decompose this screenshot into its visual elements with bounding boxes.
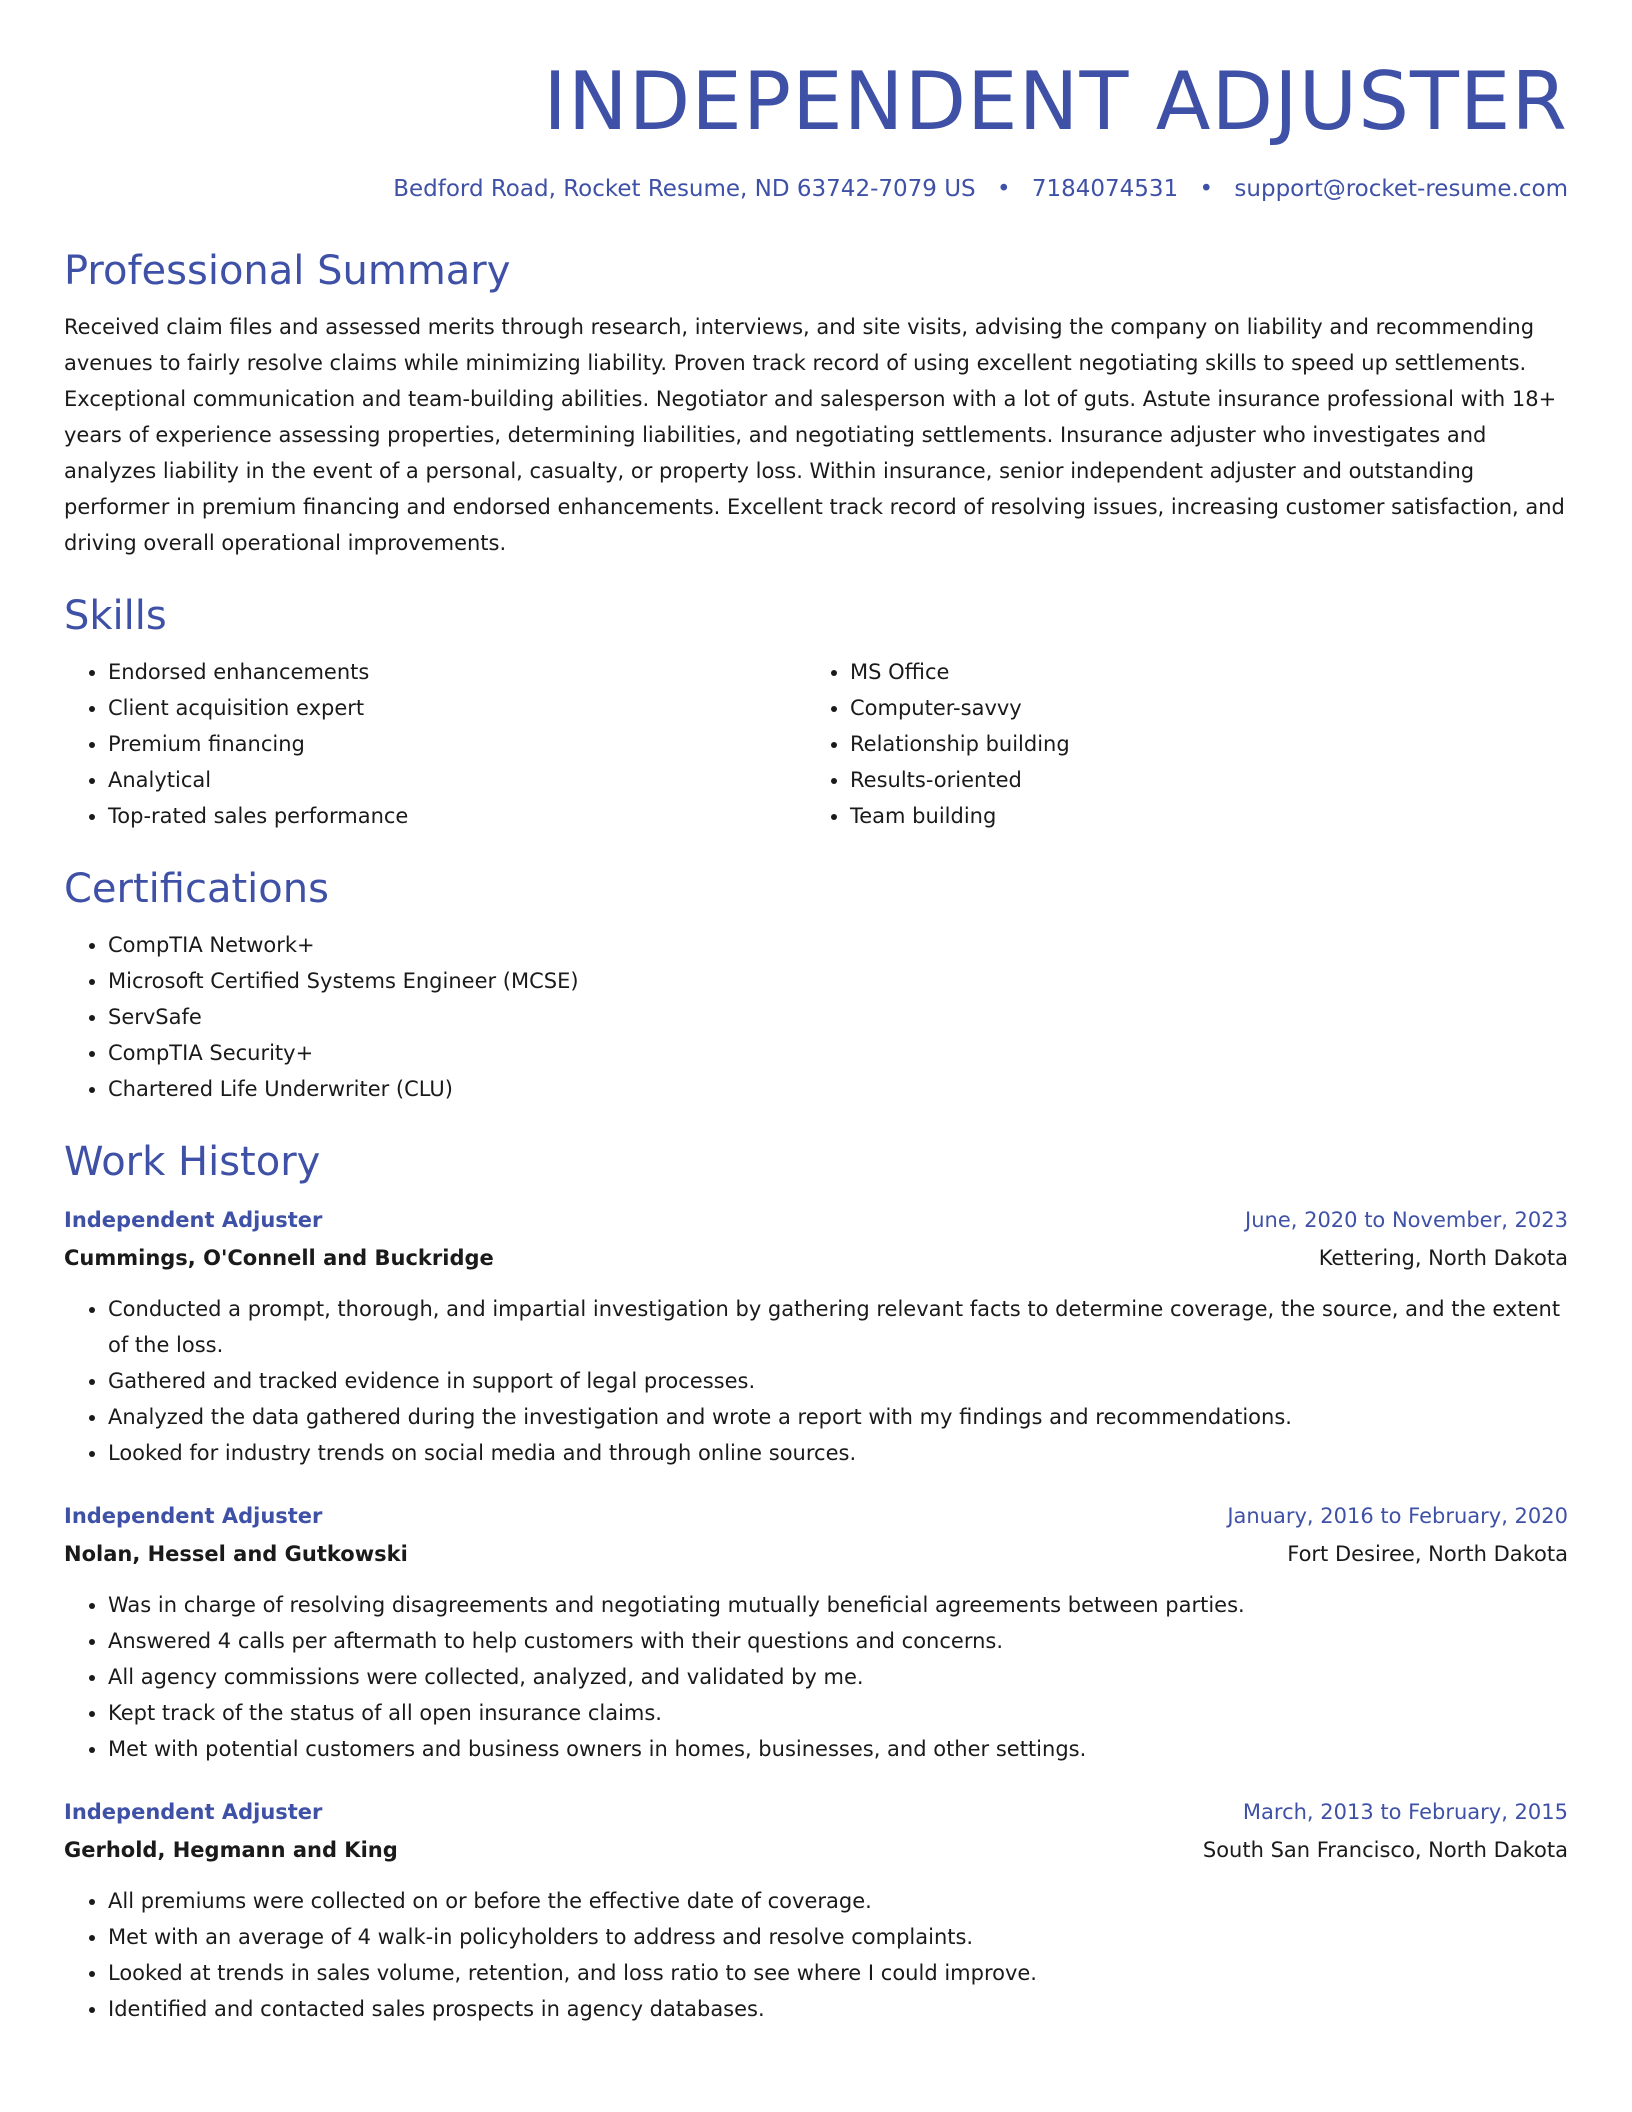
skills-heading: Skills: [64, 593, 167, 639]
summary-heading: Professional Summary: [64, 248, 511, 294]
skill-item: • Results-oriented: [850, 762, 1548, 798]
job-company-row: [64, 1535, 1568, 1573]
contact-line: [64, 174, 1568, 204]
job-bullet: • All premiums were collected on or before the effective date of coverage.: [108, 1883, 1568, 1919]
resume-page: [64, 0, 1568, 2027]
contact-email: support@rocket-resume.com: [1234, 176, 1568, 202]
job-company-row: [64, 1831, 1568, 1869]
job-bullet: • Gathered and tracked evidence in support of legal processes.: [108, 1363, 1568, 1399]
summary-text: Received claim files and assessed merits through research, interviews, and site visits, advising the company on liability and recommending avenues to fairly resolve claims while minimizing liability. Proven track record of using excellent negotiating skills to speed up settlements. Exceptional communication and team-building abilities. Negotiator and salesperson with a lot of guts. Astute insurance professional with 18+ years of experience assessing properties, determining liabilities, and negotiating settlements. Insurance adjuster who investigates and analyzes liability in the event of a personal, casualty, or property loss. Within insurance, senior independent adjuster and outstanding performer in premium financing and endorsed enhancements. Excellent track record of resolving issues, increasing customer satisfaction, and driving overall operational improvements.: [64, 315, 1565, 555]
skill-item: • Client acquisition expert: [108, 690, 806, 726]
certification-item: • CompTIA Security+: [108, 1035, 1568, 1071]
contact-separator: •: [1199, 176, 1214, 202]
certification-item: • ServSafe: [108, 999, 1568, 1035]
job-dates: January, 2016 to February, 2020: [1227, 1504, 1568, 1528]
skill-item: • Relationship building: [850, 726, 1548, 762]
job-dates: June, 2020 to November, 2023: [1245, 1208, 1568, 1232]
job-bullet: • Met with potential customers and business owners in homes, businesses, and other settings.: [108, 1731, 1568, 1767]
certifications-heading: Certifications: [64, 866, 329, 912]
skill-item: • Premium financing: [108, 726, 806, 762]
job-bullet: • Looked at trends in sales volume, retention, and loss ratio to see where I could improve.: [108, 1955, 1568, 1991]
job-bullet: • Identified and contacted sales prospects in agency databases.: [108, 1991, 1568, 2027]
job-bullet: • Was in charge of resolving disagreements and negotiating mutually beneficial agreements between parties.: [108, 1587, 1568, 1623]
certification-item: • Microsoft Certified Systems Engineer (MCSE): [108, 963, 1568, 999]
certifications-list: [64, 927, 1568, 1107]
job-company: Gerhold, Hegmann and King: [64, 1838, 398, 1862]
job-bullet: • Answered 4 calls per aftermath to help customers with their questions and concerns.: [108, 1623, 1568, 1659]
skills-left-list: [64, 654, 806, 834]
job-header-row: [64, 1497, 1568, 1535]
contact-address: Bedford Road, Rocket Resume, ND 63742-7079 US: [393, 176, 976, 202]
job-header-row: [64, 1793, 1568, 1831]
job-company: Cummings, O'Connell and Buckridge: [64, 1246, 494, 1270]
job-title: Independent Adjuster: [64, 1800, 323, 1824]
job-location: Kettering, North Dakota: [1318, 1246, 1568, 1270]
job-title: Independent Adjuster: [64, 1208, 323, 1232]
skill-item: • Computer-savvy: [850, 690, 1548, 726]
skills-right-list: [806, 654, 1548, 834]
job-location: South San Francisco, North Dakota: [1202, 1838, 1568, 1862]
job-entry: [64, 1497, 1568, 1767]
job-location: Fort Desiree, North Dakota: [1287, 1542, 1568, 1566]
job-title: Independent Adjuster: [64, 1504, 323, 1528]
job-bullets: [64, 1291, 1568, 1471]
certification-item: • CompTIA Network+: [108, 927, 1568, 963]
job-dates: March, 2013 to February, 2015: [1242, 1800, 1568, 1824]
job-bullet: • Kept track of the status of all open insurance claims.: [108, 1695, 1568, 1731]
job-company: Nolan, Hessel and Gutkowski: [64, 1542, 408, 1566]
skill-item: • Analytical: [108, 762, 806, 798]
certification-item: • Chartered Life Underwriter (CLU): [108, 1071, 1568, 1107]
job-header-row: [64, 1201, 1568, 1239]
job-entry: [64, 1201, 1568, 1471]
job-bullets: [64, 1883, 1568, 2027]
skill-item: • MS Office: [850, 654, 1548, 690]
skill-item: • Top-rated sales performance: [108, 798, 806, 834]
job-bullet: • Looked for industry trends on social media and through online sources.: [108, 1435, 1568, 1471]
job-bullet: • All agency commissions were collected, analyzed, and validated by me.: [108, 1659, 1568, 1695]
job-bullets: [64, 1587, 1568, 1767]
job-entry: [64, 1793, 1568, 2027]
job-bullet: • Analyzed the data gathered during the investigation and wrote a report with my findings and recommendations.: [108, 1399, 1568, 1435]
skills-grid: [64, 654, 1568, 834]
resume-name: INDEPENDENT ADJUSTER: [543, 55, 1568, 148]
work-history-heading: Work History: [64, 1139, 321, 1185]
skill-item: • Team building: [850, 798, 1548, 834]
skill-item: • Endorsed enhancements: [108, 654, 806, 690]
job-bullet: • Conducted a prompt, thorough, and impartial investigation by gathering relevant facts to determine coverage, the source, and the extent of the loss.: [108, 1291, 1568, 1363]
job-company-row: [64, 1239, 1568, 1277]
job-bullet: • Met with an average of 4 walk-in policyholders to address and resolve complaints.: [108, 1919, 1568, 1955]
contact-separator: •: [996, 176, 1011, 202]
contact-phone: 7184074531: [1031, 176, 1179, 202]
